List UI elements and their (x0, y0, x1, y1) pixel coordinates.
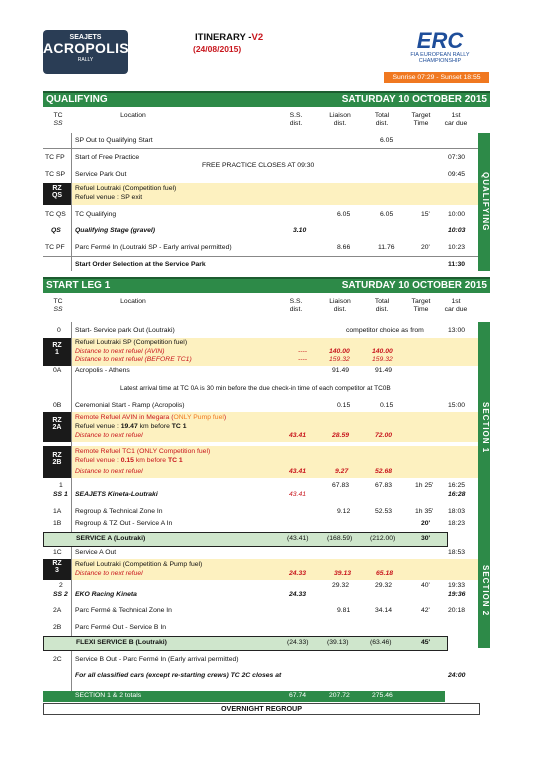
row-tc: TC QS (45, 211, 66, 218)
rz-label: RZ (52, 417, 62, 424)
qualifying-title: QUALIFYING (46, 94, 108, 105)
row-ssdist: 3.10 (293, 227, 307, 234)
totals-liaison: 207.72 (329, 692, 350, 699)
refuel-venue: Refuel venue : SP exit (75, 194, 143, 201)
row-liaison: 9.12 (337, 508, 351, 515)
row-ssdist: 43.41 (289, 491, 307, 498)
row-liaison: 91.49 (332, 367, 350, 374)
row-first: 19:33 (448, 582, 466, 589)
row-note: competitor choice as from (346, 327, 424, 334)
row-location: Ceremonial Start - Ramp (Acropolis) (75, 402, 185, 409)
col-target: Target (411, 298, 431, 305)
row-location: Acropolis - Athens (75, 367, 130, 374)
row-ssdist: 24.33 (289, 591, 307, 598)
col-ss: SS (53, 120, 63, 127)
row-first: 20:18 (448, 607, 466, 614)
row-liaison: 39.13 (334, 570, 352, 577)
tc2c-close-note: For all classified cars (except re-starting crews) TC 2C closes at (75, 672, 282, 679)
row-first: 11:30 (448, 261, 466, 268)
totals-total: 275.46 (372, 692, 393, 699)
row-ss: SS 1 (53, 491, 68, 498)
col-first-2: car due (444, 306, 468, 313)
col-first-2: car due (444, 120, 468, 127)
row-total: 159.32 (372, 356, 393, 363)
rz-number: QS (51, 192, 63, 199)
paren: ) (223, 414, 227, 421)
row-tc: 2C (53, 656, 62, 663)
row-total: 6.05 (380, 137, 394, 144)
row-first: 24:00 (448, 672, 466, 679)
document-title: ITINERARY -V2 (195, 32, 264, 43)
sunrise-sunset-badge: Sunrise 07:29 - Sunset 18:55 (384, 72, 489, 83)
row-liaison: 29.32 (332, 582, 350, 589)
row-tc: 2 (59, 582, 63, 589)
leg1-column-headers (43, 296, 490, 326)
row-target: 40' (421, 582, 430, 589)
row-tc: QS (51, 227, 61, 234)
col-first: 1st (451, 112, 461, 119)
col-first: 1st (451, 298, 461, 305)
rz-number: 2A (52, 424, 62, 431)
logo-main-text: ACROPOLIS (43, 40, 129, 56)
row-liaison: 6.05 (337, 211, 351, 218)
col-ssdist-2: dist. (289, 120, 303, 127)
col-target: Target (411, 112, 431, 119)
row-first: 16:25 (448, 482, 466, 489)
section-totals-row (43, 691, 445, 702)
logo-top-text: SEAJETS (69, 34, 102, 41)
row-location: SP Out to Qualifying Start (75, 137, 153, 144)
row-liaison: 28.59 (332, 432, 350, 439)
row-ssdist: ---- (298, 348, 308, 355)
row-tc: 2A (53, 607, 62, 614)
venue-km: 0.15 (120, 457, 134, 464)
row-target: 1h 25' (415, 482, 434, 489)
free-practice-note: FREE PRACTICE CLOSES AT 09:30 (202, 162, 315, 169)
row-total: 52.68 (375, 468, 393, 475)
row-ssdist: 43.41 (289, 468, 307, 475)
row-liaison: 9.27 (335, 468, 349, 475)
divider (43, 148, 478, 149)
row-ssdist: 43.41 (289, 432, 307, 439)
erc-logo (400, 30, 480, 64)
col-ssdist: S.S. (289, 112, 303, 119)
row-first: 18:23 (448, 520, 466, 527)
col-target-2: Time (413, 306, 429, 313)
col-total: Total (374, 112, 390, 119)
venue-tc: TC 1 (167, 457, 183, 464)
row-location: Regroup & TZ Out - Service A In (75, 520, 173, 527)
col-tc: TC (53, 298, 63, 305)
leg1-header-bar (43, 277, 490, 293)
row-tc: 0B (53, 402, 62, 409)
venue-before: km before (137, 423, 172, 430)
totals-label: SECTION 1 & 2 totals (75, 692, 142, 699)
erc-line2: CHAMPIONSHIP (418, 58, 462, 64)
row-tc: 2B (53, 624, 62, 631)
row-liaison: (168.59) (327, 535, 353, 542)
logo-sub-text: RALLY (77, 57, 94, 63)
row-tc: 1C (53, 549, 62, 556)
rz-label: RZ (52, 185, 62, 192)
row-liaison: 159.32 (329, 356, 350, 363)
col-liaison: Liaison (329, 112, 351, 119)
latest-arrival-note: Latest arrival time at TC 0A is 30 min before the due check-in time of each competitor at TC0B (120, 385, 391, 392)
row-liaison: 9.81 (337, 607, 351, 614)
row-total: 91.49 (375, 367, 393, 374)
row-tc: 1B (53, 520, 62, 527)
row-location: Start Order Selection at the Service Park (75, 261, 206, 268)
rz-number: 3 (55, 567, 59, 574)
row-first: 15:00 (448, 402, 466, 409)
row-tc: 0A (53, 367, 62, 374)
venue-tc: TC 1 (171, 423, 187, 430)
row-ssdist: ---- (298, 356, 308, 363)
rz-label: RZ (52, 452, 62, 459)
row-first: 09:45 (448, 171, 466, 178)
row-liaison: 0.15 (337, 402, 351, 409)
row-target: 42' (421, 607, 430, 614)
row-total: 140.00 (372, 348, 393, 355)
rz-label: RZ (52, 560, 62, 567)
row-total: 0.15 (380, 402, 394, 409)
row-tc: TC PF (45, 244, 65, 251)
erc-mark: ERC (416, 28, 464, 53)
venue-before: km before (133, 457, 168, 464)
row-location: Start- Service park Out (Loutraki) (75, 327, 175, 334)
row-location: Service Park Out (75, 171, 127, 178)
version-label: V2 (251, 32, 264, 43)
row-ssdist: (24.33) (287, 639, 309, 646)
refuel-distance-tc1: Distance to next refuel (BEFORE TC1) (75, 356, 192, 363)
qualifying-side-label: QUALIFYING (478, 133, 490, 271)
section2-side-label: SECTION 2 (478, 534, 490, 648)
venue-label: Refuel venue : (75, 423, 121, 430)
row-liaison: 140.00 (329, 348, 350, 355)
col-total-2: dist. (375, 120, 389, 127)
row-location: TC Qualifying (75, 211, 117, 218)
refuel-location: Refuel Loutraki (Competition fuel) (75, 185, 177, 192)
row-first: 13:00 (448, 327, 466, 334)
row-total: 67.83 (375, 482, 393, 489)
row-tc: 1 (59, 482, 63, 489)
refuel-zone-tag (43, 412, 71, 442)
service-a-row (43, 532, 448, 547)
row-location: SERVICE A (Loutraki) (76, 535, 146, 542)
row-location: Start of Free Practice (75, 154, 140, 161)
qualifying-date: SATURDAY 10 OCTOBER 2015 (341, 94, 487, 105)
section1-side-label: SECTION 1 (478, 322, 490, 534)
rz-number: 1 (55, 349, 59, 356)
refuel-zone-tag (43, 183, 71, 205)
row-location: EKO Racing Kineta (75, 591, 137, 598)
row-location: Regroup & Technical Zone In (75, 508, 163, 515)
row-total: 11.76 (378, 244, 395, 251)
col-target-2: Time (413, 120, 429, 127)
leg1-title: START LEG 1 (46, 280, 111, 291)
col-liaison: Liaison (329, 298, 351, 305)
col-ss: SS (53, 306, 63, 313)
row-tc: TC SP (45, 171, 66, 178)
refuel-zone-tag (43, 559, 71, 580)
refuel-distance: Distance to next refuel (75, 570, 143, 577)
fuel-type: ONLY Pump fuel (173, 414, 224, 421)
col-tc: TC (53, 112, 63, 119)
qualifying-header-bar (43, 91, 490, 107)
refuel-location: Remote Refuel AVIN in Megara ( (75, 414, 174, 421)
row-target: 1h 35' (415, 508, 434, 515)
row-total: 6.05 (380, 211, 394, 218)
row-tc: 0 (57, 327, 61, 334)
rz-label: RZ (52, 342, 62, 349)
row-total: 65.18 (376, 570, 394, 577)
row-target: 15' (421, 211, 430, 218)
row-location: Parc Fermé & Technical Zone In (75, 607, 172, 614)
row-total: 34.14 (375, 607, 393, 614)
row-tc: TC FP (45, 154, 65, 161)
col-ssdist-2: dist. (289, 306, 303, 313)
row-total: 72.00 (375, 432, 393, 439)
qualifying-column-headers (43, 110, 490, 140)
row-ss: SS 2 (53, 591, 68, 598)
col-location: Location (120, 298, 146, 305)
overnight-regroup-row: OVERNIGHT REGROUP (43, 703, 480, 715)
row-first: 16:28 (448, 491, 466, 498)
row-first: 07:30 (448, 154, 466, 161)
row-location: Service B Out - Parc Fermé In (Early arrival permitted) (75, 656, 239, 663)
refuel-location: Remote Refuel TC1 (ONLY Competition fuel) (75, 448, 211, 455)
row-target: 45' (421, 639, 431, 646)
service-b-row (43, 636, 448, 651)
row-total: 52.53 (375, 508, 393, 515)
col-liaison-2: dist. (333, 120, 347, 127)
acropolis-rally-logo (43, 30, 128, 74)
document-date: (24/08/2015) (193, 44, 242, 54)
row-liaison: 8.66 (337, 244, 351, 251)
row-location: Service A Out (75, 549, 117, 556)
row-first: 10:03 (448, 227, 466, 234)
row-target: 20' (421, 520, 431, 527)
refuel-zone-tag (43, 446, 71, 478)
refuel-distance-avin: Distance to next refuel (AVIN) (75, 348, 165, 355)
row-total: (212.00) (370, 535, 396, 542)
refuel-location: Refuel Loutraki SP (Competition fuel) (75, 339, 188, 346)
row-ssdist: (43.41) (287, 535, 309, 542)
refuel-zone-tag (43, 338, 71, 366)
col-ssdist: S.S. (289, 298, 303, 305)
venue-label: Refuel venue : (75, 457, 121, 464)
erc-line1: FIA EUROPEAN RALLY (410, 52, 470, 58)
row-first: 18:53 (448, 549, 466, 556)
row-total: 29.32 (375, 582, 393, 589)
row-location: FLEXI SERVICE B (Loutraki) (76, 639, 167, 646)
col-location: Location (120, 112, 146, 119)
refuel-distance: Distance to next refuel (75, 468, 143, 475)
row-ssdist: 24.33 (289, 570, 307, 577)
row-target: 30' (421, 535, 431, 542)
leg1-date: SATURDAY 10 OCTOBER 2015 (341, 280, 487, 291)
refuel-location: Refuel Loutraki (Competition & Pump fuel) (75, 561, 203, 568)
col-total: Total (374, 298, 390, 305)
divider (43, 256, 478, 257)
row-tc: 1A (53, 508, 62, 515)
row-location: Parc Fermé Out - Service B In (75, 624, 167, 631)
venue-km: 19.47 (120, 423, 138, 430)
totals-ssdist: 67.74 (289, 692, 307, 699)
row-first: 18:03 (448, 508, 466, 515)
row-liaison: (39.13) (327, 639, 349, 646)
col-total-2: dist. (375, 306, 389, 313)
col-liaison-2: dist. (333, 306, 347, 313)
row-location: Parc Fermé In (Loutraki SP - Early arrival permitted) (75, 244, 232, 251)
row-target: 20' (421, 244, 430, 251)
rz-number: 2B (52, 459, 62, 466)
row-first: 10:23 (448, 244, 466, 251)
row-first: 10:00 (448, 211, 466, 218)
row-location: Qualifying Stage (gravel) (75, 227, 156, 234)
row-location: SEAJETS Kineta-Loutraki (75, 491, 158, 498)
row-first: 19:36 (448, 591, 466, 598)
row-total: (63.46) (370, 639, 392, 646)
row-liaison: 67.83 (332, 482, 350, 489)
refuel-distance: Distance to next refuel (75, 432, 143, 439)
